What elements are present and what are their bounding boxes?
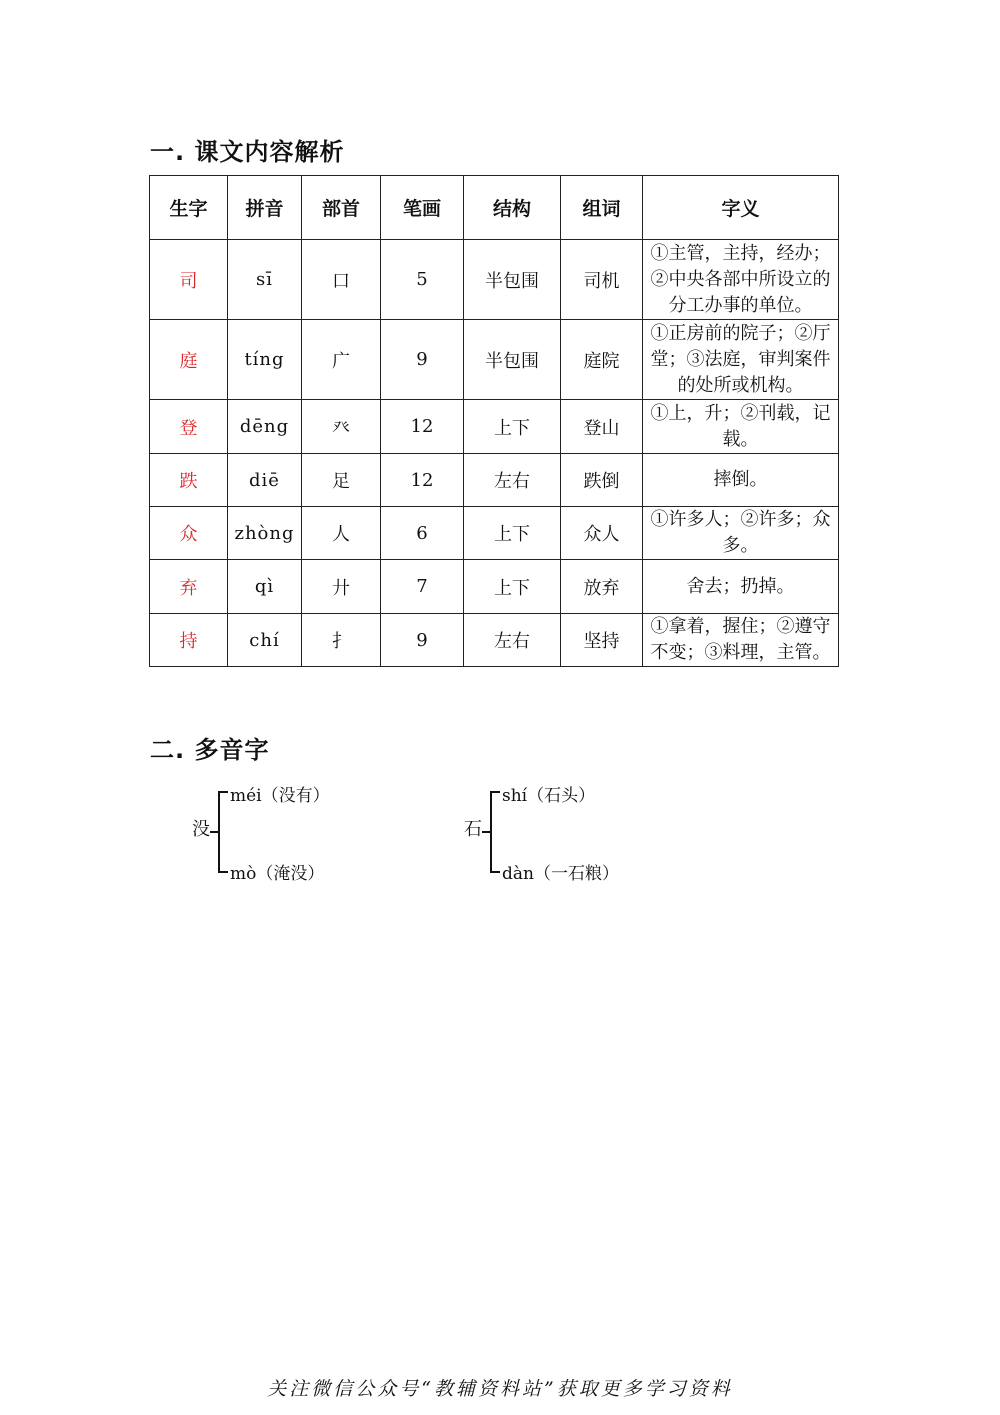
char-cell: 庭 (150, 320, 228, 400)
table-row (150, 240, 839, 320)
strokes-cell: 12 (381, 454, 464, 507)
structure-cell: 左右 (464, 614, 561, 667)
table-row (150, 560, 839, 614)
header-pinyin: 拼音 (228, 176, 302, 240)
header-char: 生字 (150, 176, 228, 240)
character-table (149, 175, 839, 667)
char-cell: 司 (150, 240, 228, 320)
structure-cell: 上下 (464, 560, 561, 614)
meaning-cell: ①正房前的院子；②厅堂；③法庭，审判案件的处所或机构。 (643, 320, 839, 400)
polyphonic-char: 石 (464, 819, 482, 840)
reading-2: dàn（一石粮） (502, 864, 619, 884)
word-cell: 众人 (561, 507, 643, 560)
char-cell: 众 (150, 507, 228, 560)
radical-cell: 口 (302, 240, 381, 320)
reading-1: méi（没有） (230, 786, 330, 806)
footer-note: 关注微信公众号“教辅资料站”获取更多学习资料 (267, 1378, 733, 1400)
structure-cell: 半包围 (464, 240, 561, 320)
pinyin-cell: diē (228, 454, 302, 507)
table-header-row (150, 176, 839, 240)
char-cell: 跌 (150, 454, 228, 507)
bracket (218, 791, 228, 873)
header-word: 组词 (561, 176, 643, 240)
strokes-cell: 6 (381, 507, 464, 560)
polyphonic-char: 没 (192, 819, 210, 840)
radical-cell: 足 (302, 454, 381, 507)
pinyin-cell: tíng (228, 320, 302, 400)
radical-cell: 廾 (302, 560, 381, 614)
meaning-cell: ①主管，主持，经办；②中央各部中所设立的分工办事的单位。 (643, 240, 839, 320)
table-row (150, 320, 839, 400)
char-cell: 登 (150, 400, 228, 454)
table-row (150, 507, 839, 560)
structure-cell: 半包围 (464, 320, 561, 400)
word-cell: 司机 (561, 240, 643, 320)
structure-cell: 上下 (464, 507, 561, 560)
radical-cell: 广 (302, 320, 381, 400)
char-cell: 持 (150, 614, 228, 667)
structure-cell: 左右 (464, 454, 561, 507)
section-title-analysis: 一. 课文内容解析 (150, 138, 345, 166)
header-radical: 部首 (302, 176, 381, 240)
word-cell: 庭院 (561, 320, 643, 400)
pinyin-cell: qì (228, 560, 302, 614)
meaning-cell: ①拿着，握住；②遵守不变；③料理，主管。 (643, 614, 839, 667)
word-cell: 跌倒 (561, 454, 643, 507)
radical-cell: 癶 (302, 400, 381, 454)
meaning-cell: 摔倒。 (643, 454, 839, 507)
word-cell: 登山 (561, 400, 643, 454)
header-structure: 结构 (464, 176, 561, 240)
bracket (490, 791, 500, 873)
structure-cell: 上下 (464, 400, 561, 454)
reading-1: shí（石头） (502, 786, 596, 806)
meaning-cell: ①许多人；②许多；众多。 (643, 507, 839, 560)
strokes-cell: 7 (381, 560, 464, 614)
reading-2: mò（淹没） (230, 864, 325, 884)
pinyin-cell: zhòng (228, 507, 302, 560)
strokes-cell: 5 (381, 240, 464, 320)
meaning-cell: 舍去；扔掉。 (643, 560, 839, 614)
word-cell: 放弃 (561, 560, 643, 614)
radical-cell: 扌 (302, 614, 381, 667)
pinyin-cell: sī (228, 240, 302, 320)
radical-cell: 人 (302, 507, 381, 560)
meaning-cell: ①上，升；②刊载，记载。 (643, 400, 839, 454)
section-title-polyphonic: 二. 多音字 (150, 736, 270, 764)
strokes-cell: 9 (381, 320, 464, 400)
pinyin-cell: dēng (228, 400, 302, 454)
table-row (150, 454, 839, 507)
strokes-cell: 9 (381, 614, 464, 667)
header-strokes: 笔画 (381, 176, 464, 240)
table-row (150, 614, 839, 667)
header-meaning: 字义 (643, 176, 839, 240)
table-row (150, 400, 839, 454)
word-cell: 坚持 (561, 614, 643, 667)
char-cell: 弃 (150, 560, 228, 614)
strokes-cell: 12 (381, 400, 464, 454)
pinyin-cell: chí (228, 614, 302, 667)
